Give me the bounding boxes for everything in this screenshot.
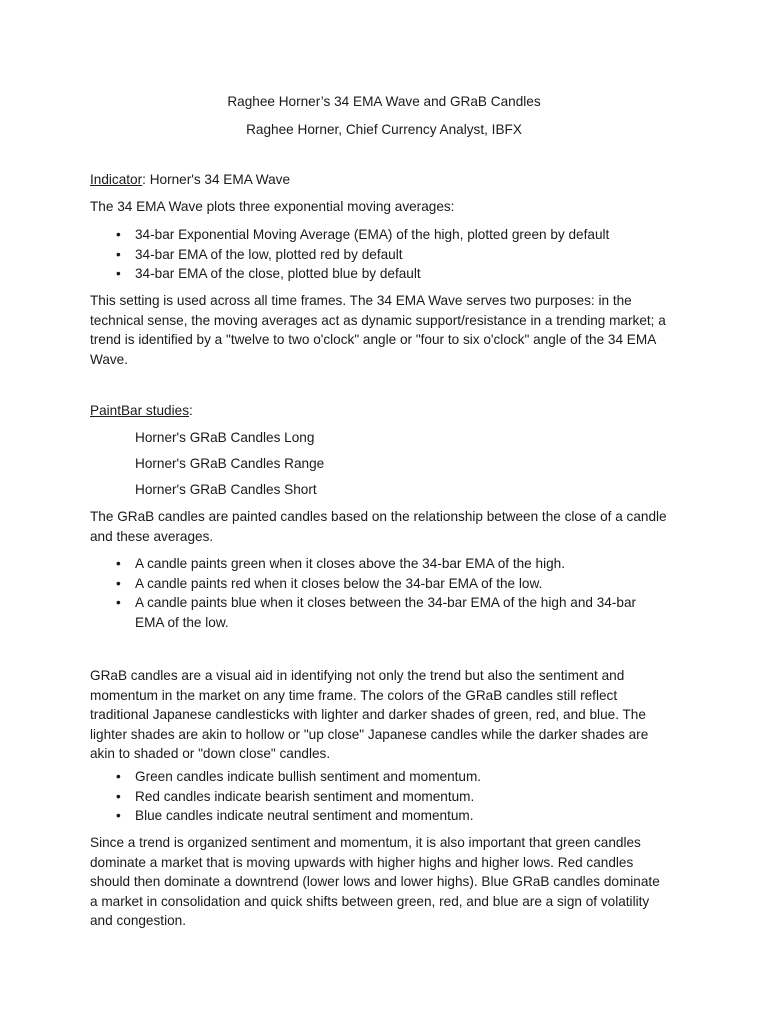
- paragraph-line: a market in consolidation and quick shifts between green, red, and blue are a sign of volatility: [90, 893, 650, 909]
- paragraph-line: This setting is used across all time frames. The 34 EMA Wave serves two purposes: in the: [90, 293, 632, 308]
- paragraph-line: momentum in the market on any time frame. The colors of the GRaB candles still reflect: [90, 687, 618, 703]
- grab-bullet-list: [90, 554, 680, 632]
- paragraph-line: technical sense, the moving averages act as dynamic support/resistance in a trending market; a: [90, 312, 666, 328]
- list-item: [90, 574, 680, 594]
- list-item: [90, 593, 680, 632]
- paragraph-line: and these averages.: [90, 528, 214, 544]
- paragraph-line: dominate a market that is moving upwards with higher highs and higher lows. Red candles: [90, 854, 634, 870]
- document-author-line: Raghee Horner, Chief Currency Analyst, IBFX: [246, 122, 522, 137]
- wave-bullet-list: [90, 225, 680, 284]
- document-title: Raghee Horner’s 34 EMA Wave and GRaB Candles: [227, 94, 541, 109]
- list-item: • Red candles indicate bearish sentiment and momentum.: [90, 787, 680, 807]
- list-item: • Blue candles indicate neutral sentiment and momentum.: [90, 806, 680, 826]
- list-item-line: EMA of the low.: [135, 614, 229, 630]
- paintbar-label: PaintBar studies: [90, 403, 189, 418]
- paragraph-line: The GRaB candles are painted candles based on the relationship between the close of a candle: [90, 509, 667, 524]
- visual-aid-paragraph: [90, 666, 680, 764]
- paragraph-line: should then dominate a downtrend (lower lows and lower highs). Blue GRaB candles dominate: [90, 874, 660, 889]
- list-item: • Green candles indicate bullish sentiment and momentum.: [90, 767, 680, 787]
- grab-intro: [90, 507, 680, 546]
- paragraph-line: lighter shades are akin to hollow or "up close" Japanese candles while the darker shades are: [90, 726, 649, 742]
- list-item: • 34-bar EMA of the low, plotted red by default: [90, 245, 680, 265]
- paragraph-line: Wave.: [90, 351, 129, 367]
- trend-paragraph: [90, 833, 680, 931]
- list-item-text: A candle paints red when it closes below the 34-bar EMA of the low.: [135, 575, 543, 591]
- paragraph-line: and congestion.: [90, 913, 186, 928]
- list-item-line: • A candle paints blue when it closes between the 34-bar EMA of the high and 34-bar: [135, 595, 637, 610]
- list-item: [90, 554, 680, 574]
- list-item: • 34-bar EMA of the close, plotted blue by default: [90, 264, 680, 284]
- wave-intro: The 34 EMA Wave plots three exponential moving averages:: [90, 199, 455, 214]
- paragraph-line: traditional Japanese candlesticks with lighter and darker shades of green, red, and blue. The: [90, 707, 646, 722]
- list-item-text: A candle paints green when it closes above the 34-bar EMA of the high.: [135, 556, 565, 571]
- paragraph-line: GRaB candles are a visual aid in identifying not only the trend but also the sentiment and: [90, 668, 625, 683]
- paintbar-item: Horner's GRaB Candles Range: [135, 456, 325, 471]
- wave-paragraph: [90, 291, 680, 369]
- paintbar-heading: [90, 401, 680, 421]
- list-item: • 34-bar Exponential Moving Average (EMA) of the high, plotted green by default: [90, 225, 680, 245]
- indicator-value: : Horner's 34 EMA Wave: [142, 172, 291, 187]
- paintbar-colon: :: [189, 403, 193, 418]
- paintbar-item: Horner's GRaB Candles Long: [135, 430, 315, 445]
- paragraph-line: Since a trend is organized sentiment and momentum, it is also important that green candles: [90, 835, 641, 850]
- indicator-line: [90, 170, 680, 190]
- indicator-label: Indicator: [90, 172, 143, 187]
- paintbar-item: Horner's GRaB Candles Short: [135, 482, 317, 497]
- sentiment-bullet-list: [90, 767, 680, 826]
- paragraph-line: akin to shaded or "down close" candles.: [90, 746, 331, 761]
- paragraph-line: trend is identified by a "twelve to two o'clock" angle or "four to six o'clock" angle of the 34 EMA: [90, 332, 657, 347]
